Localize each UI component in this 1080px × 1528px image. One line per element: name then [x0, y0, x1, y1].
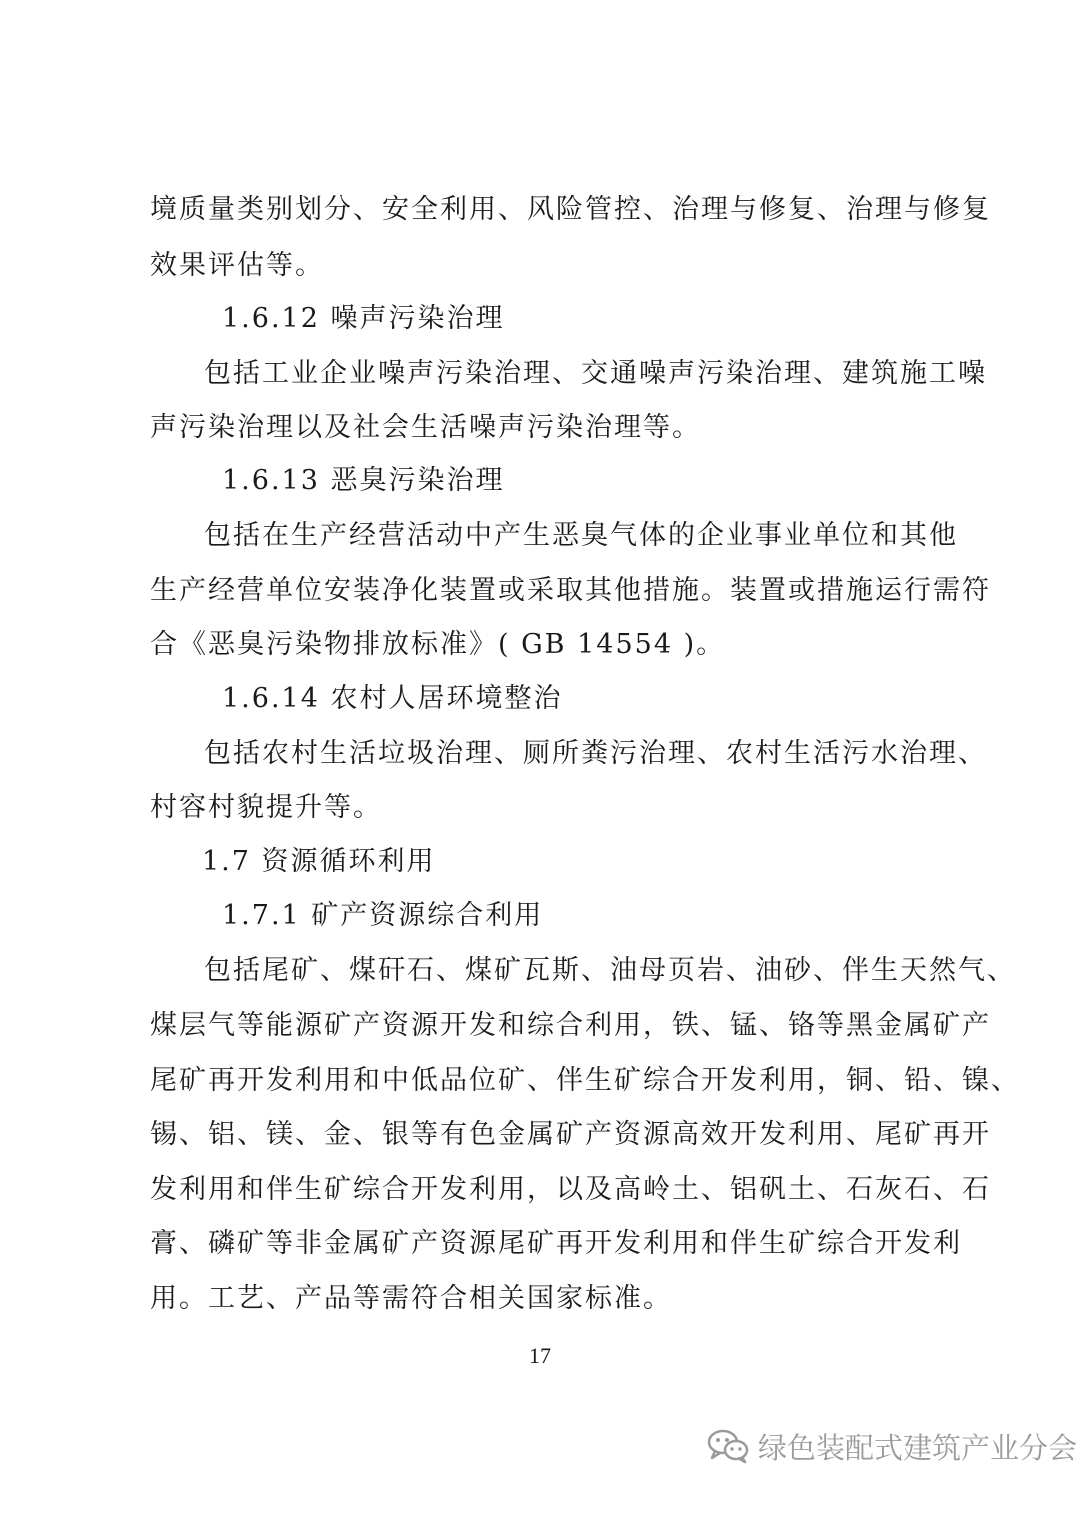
body-text-line: 包括在生产经营活动中产生恶臭气体的企业事业单位和其他 — [204, 520, 958, 551]
watermark — [706, 1424, 1077, 1468]
wechat-icon — [706, 1428, 750, 1464]
watermark-text: 绿色装配式建筑产业分会 — [758, 1430, 1078, 1465]
body-text-line: 尾矿再开发利用和中低品位矿、伴生矿综合开发利用，铜、铅、镍、 — [150, 1065, 1020, 1096]
body-text-line: 用。工艺、产品等需符合相关国家标准。 — [150, 1283, 672, 1314]
body-text-line: 包括尾矿、煤矸石、煤矿瓦斯、油母页岩、油砂、伴生天然气、 — [204, 955, 1016, 986]
body-text-line: 锡、铝、镁、金、银等有色金属矿产资源高效开发利用、尾矿再开 — [150, 1119, 991, 1150]
body-text-line: 境质量类别划分、安全利用、风险管控、治理与修复、治理与修复 — [150, 194, 991, 225]
body-text-line: 煤层气等能源矿产资源开发和综合利用，铁、锰、铬等黑金属矿产 — [150, 1010, 991, 1041]
page-number: 17 — [529, 1343, 551, 1368]
body-text-line: 合《恶臭污染物排放标准》( GB 14554 )。 — [150, 629, 726, 660]
section-heading-1-6-12: 1.6.12 噪声污染治理 — [222, 303, 505, 334]
section-heading-1-6-14: 1.6.14 农村人居环境整治 — [222, 683, 563, 714]
body-text-line: 包括工业企业噪声污染治理、交通噪声污染治理、建筑施工噪 — [204, 358, 987, 389]
section-heading-1-7-1: 1.7.1 矿产资源综合利用 — [222, 900, 544, 931]
section-heading-1-6-13: 1.6.13 恶臭污染治理 — [222, 465, 505, 496]
body-text-line: 包括农村生活垃圾治理、厕所粪污治理、农村生活污水治理、 — [204, 738, 987, 769]
body-text-line: 膏、磷矿等非金属矿产资源尾矿再开发利用和伴生矿综合开发利 — [150, 1228, 962, 1259]
section-heading-1-7: 1.7 资源循环利用 — [202, 846, 436, 877]
body-text-line: 声污染治理以及社会生活噪声污染治理等。 — [150, 412, 701, 443]
body-text-line: 生产经营单位安装净化装置或采取其他措施。装置或措施运行需符 — [150, 575, 991, 606]
body-text-line: 效果评估等。 — [150, 250, 324, 281]
body-text-line: 村容村貌提升等。 — [150, 792, 382, 823]
body-text-line: 发利用和伴生矿综合开发利用，以及高岭土、铝矾土、石灰石、石 — [150, 1174, 991, 1205]
